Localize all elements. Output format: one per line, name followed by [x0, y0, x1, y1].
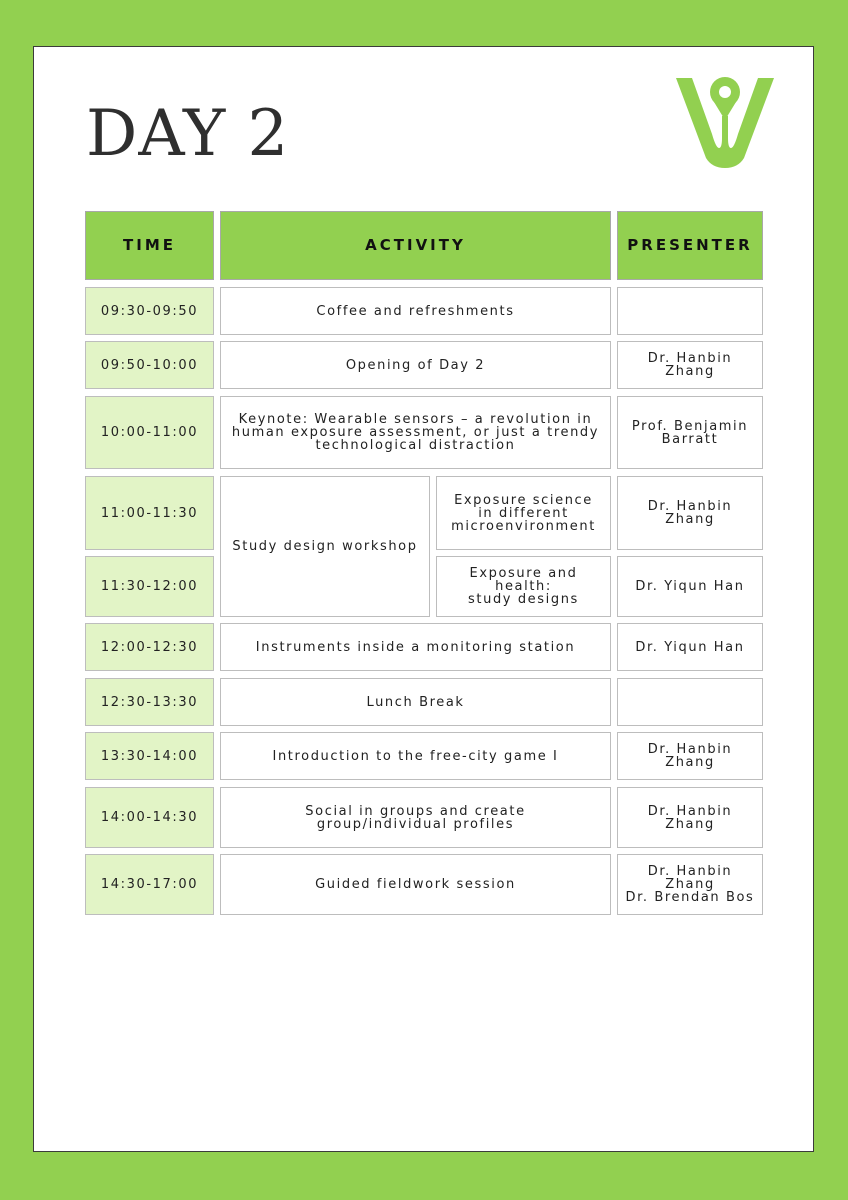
location-pin-w-logo-icon [672, 72, 778, 172]
time-cell: 13:30-14:00 [85, 732, 214, 780]
activity-cell: Opening of Day 2 [220, 341, 611, 389]
presenter-cell: Prof. Benjamin Barratt [617, 396, 763, 469]
activity-cell-workshop: Study design workshop [220, 476, 430, 617]
presenter-cell: Dr. Hanbin Zhang [617, 732, 763, 780]
activity-cell: Introduction to the free-city game I [220, 732, 611, 780]
time-cell: 12:00-12:30 [85, 623, 214, 671]
presenter-cell: Dr. Yiqun Han [617, 623, 763, 671]
header-activity: ACTIVITY [220, 211, 611, 280]
activity-cell: Social in groups and create group/individual profiles [220, 787, 611, 848]
presenter-cell: Dr. Hanbin Zhang [617, 341, 763, 389]
presenter-cell [617, 678, 763, 726]
subactivity-cell: Exposure and health: study designs [436, 556, 611, 617]
activity-cell: Lunch Break [220, 678, 611, 726]
presenter-cell: Dr. Hanbin Zhang Dr. Brendan Bos [617, 854, 763, 915]
presenter-cell: Dr. Hanbin Zhang [617, 476, 763, 550]
header-presenter: PRESENTER [617, 211, 763, 280]
time-cell: 14:00-14:30 [85, 787, 214, 848]
page-title: DAY 2 [86, 97, 290, 171]
time-cell: 10:00-11:00 [85, 396, 214, 469]
presenter-cell: Dr. Hanbin Zhang [617, 787, 763, 848]
time-cell: 09:30-09:50 [85, 287, 214, 335]
activity-cell: Coffee and refreshments [220, 287, 611, 335]
subactivity-cell: Exposure science in different microenvironment [436, 476, 611, 550]
time-cell: 14:30-17:00 [85, 854, 214, 915]
time-cell: 09:50-10:00 [85, 341, 214, 389]
activity-cell: Keynote: Wearable sensors – a revolution in human exposure assessment, or just a trendy technological distraction [220, 396, 611, 469]
activity-cell: Instruments inside a monitoring station [220, 623, 611, 671]
time-cell: 11:30-12:00 [85, 556, 214, 617]
header-time: TIME [85, 211, 214, 280]
presenter-cell [617, 287, 763, 335]
activity-cell: Guided fieldwork session [220, 854, 611, 915]
time-cell: 11:00-11:30 [85, 476, 214, 550]
time-cell: 12:30-13:30 [85, 678, 214, 726]
presenter-cell: Dr. Yiqun Han [617, 556, 763, 617]
